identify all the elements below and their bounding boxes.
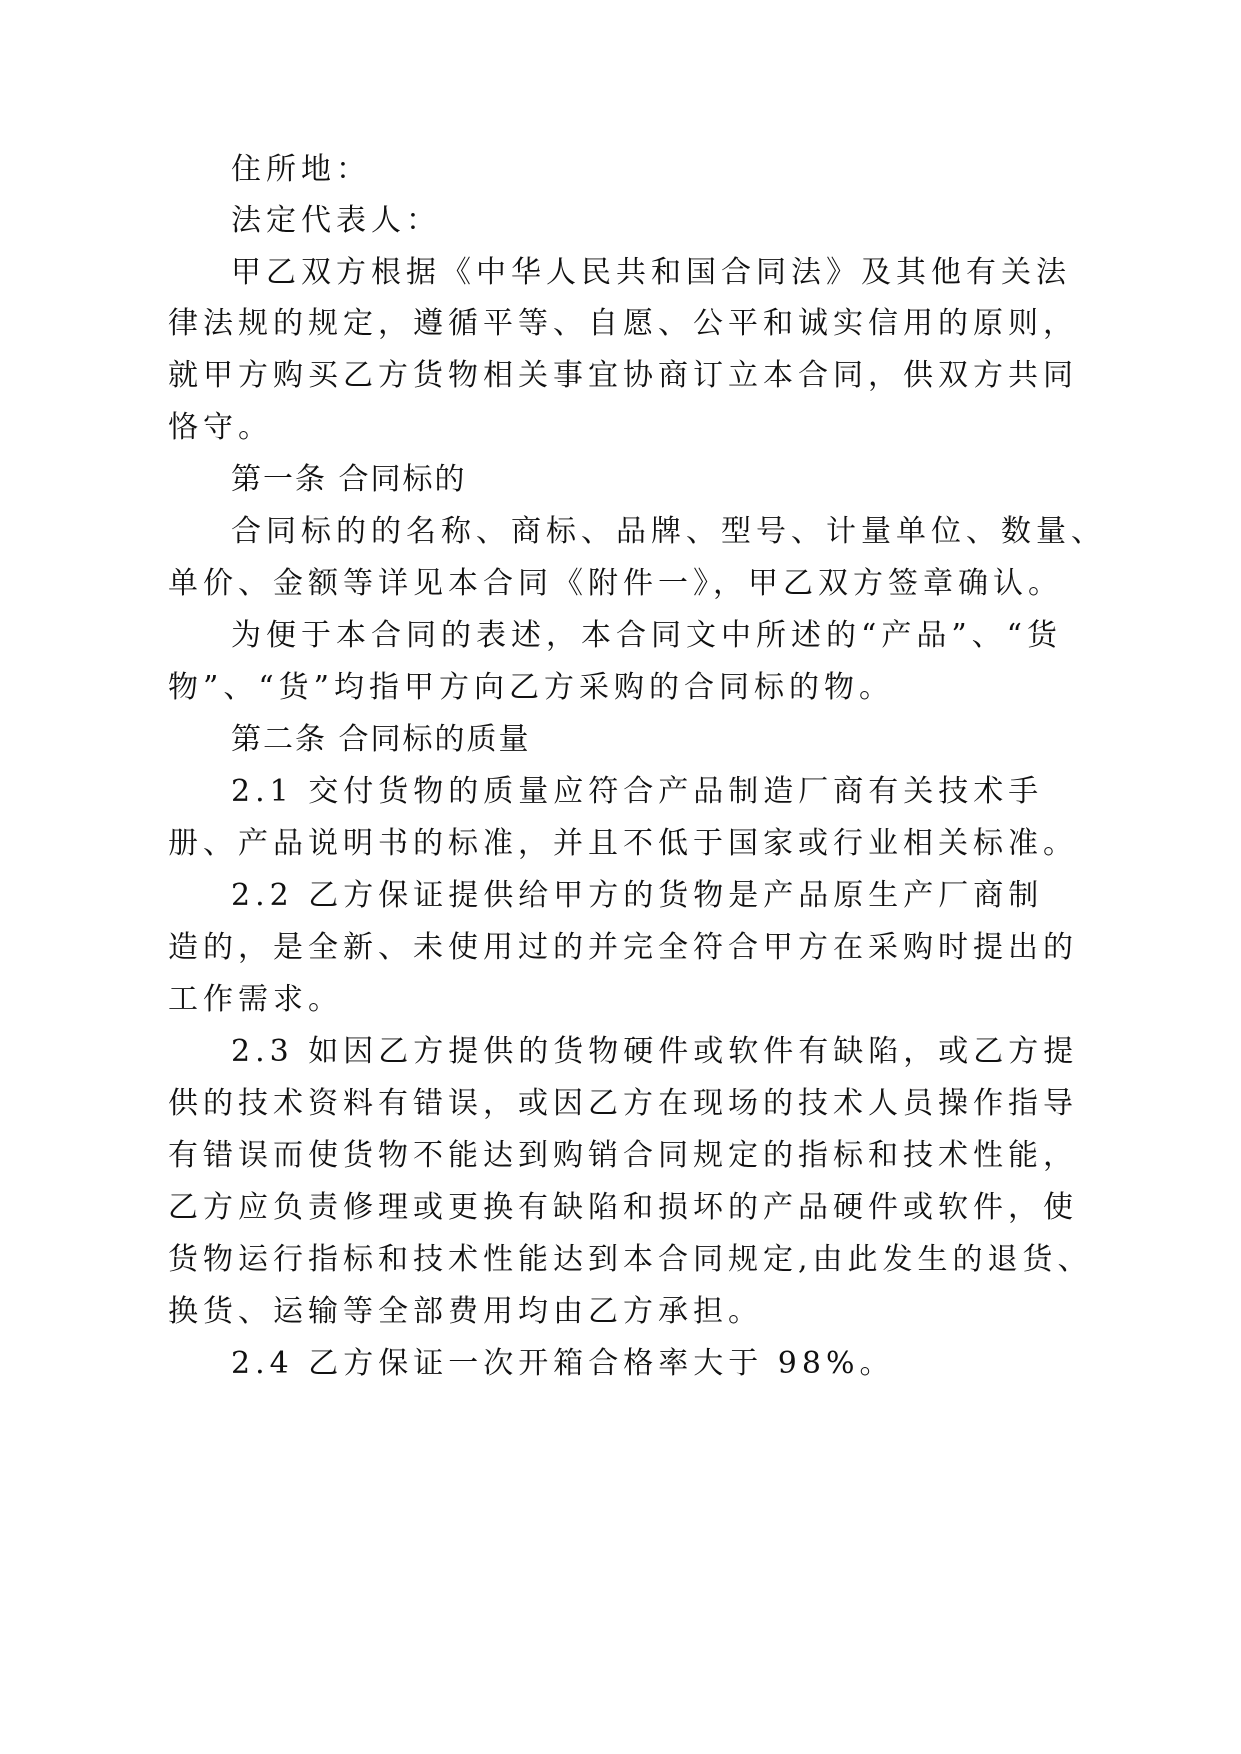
legal-representative-label: 法定代表人： <box>231 203 441 238</box>
article-1-para-1-line-1: 合同标的的名称、商标、品牌、型号、计量单位、数量、 <box>231 514 1106 549</box>
address-label: 住所地： <box>231 152 371 187</box>
clause-2-3-line-2: 供的技术资料有错误，或因乙方在现场的技术人员操作指导 <box>168 1086 1078 1121</box>
clause-2-2-line-2: 造的，是全新、未使用过的并完全符合甲方在采购时提出的 <box>168 930 1078 965</box>
clause-2-3-line-5: 货物运行指标和技术性能达到本合同规定,由此发生的退货、 <box>168 1242 1093 1277</box>
clause-2-3-line-1: 2.3 如因乙方提供的货物硬件或软件有缺陷，或乙方提 <box>231 1034 1079 1069</box>
article-1-para-2-line-2: 物”、“货”均指甲方向乙方采购的合同标的物。 <box>168 670 895 705</box>
clause-2-2-line-1: 2.2 乙方保证提供给甲方的货物是产品原生产厂商制 <box>231 878 1044 913</box>
article-2-heading: 第二条 合同标的质量 <box>231 722 531 757</box>
article-1-para-1-line-2: 单价、金额等详见本合同《附件一》，甲乙双方签章确认。 <box>168 566 1063 601</box>
preamble-line-2: 律法规的规定，遵循平等、自愿、公平和诚实信用的原则， <box>168 306 1078 341</box>
clause-2-3-line-4: 乙方应负责修理或更换有缺陷和损坏的产品硬件或软件，使 <box>168 1190 1078 1225</box>
clause-2-2-line-3: 工作需求。 <box>168 982 343 1017</box>
clause-2-3-line-6: 换货、运输等全部费用均由乙方承担。 <box>168 1294 763 1329</box>
clause-2-1-line-1: 2.1 交付货物的质量应符合产品制造厂商有关技术手 <box>231 774 1044 809</box>
article-1-heading: 第一条 合同标的 <box>231 462 467 497</box>
preamble-line-4: 恪守。 <box>168 410 273 445</box>
clause-2-3-line-3: 有错误而使货物不能达到购销合同规定的指标和技术性能， <box>168 1138 1078 1173</box>
preamble-line-1: 甲乙双方根据《中华人民共和国合同法》及其他有关法 <box>231 255 1071 290</box>
clause-2-1-line-2: 册、产品说明书的标准，并且不低于国家或行业相关标准。 <box>168 826 1078 861</box>
clause-2-4-line-1: 2.4 乙方保证一次开箱合格率大于 98%。 <box>231 1346 895 1381</box>
preamble-line-3: 就甲方购买乙方货物相关事宜协商订立本合同，供双方共同 <box>168 358 1078 393</box>
article-1-para-2-line-1: 为便于本合同的表述，本合同文中所述的“产品”、“货 <box>231 618 1063 653</box>
